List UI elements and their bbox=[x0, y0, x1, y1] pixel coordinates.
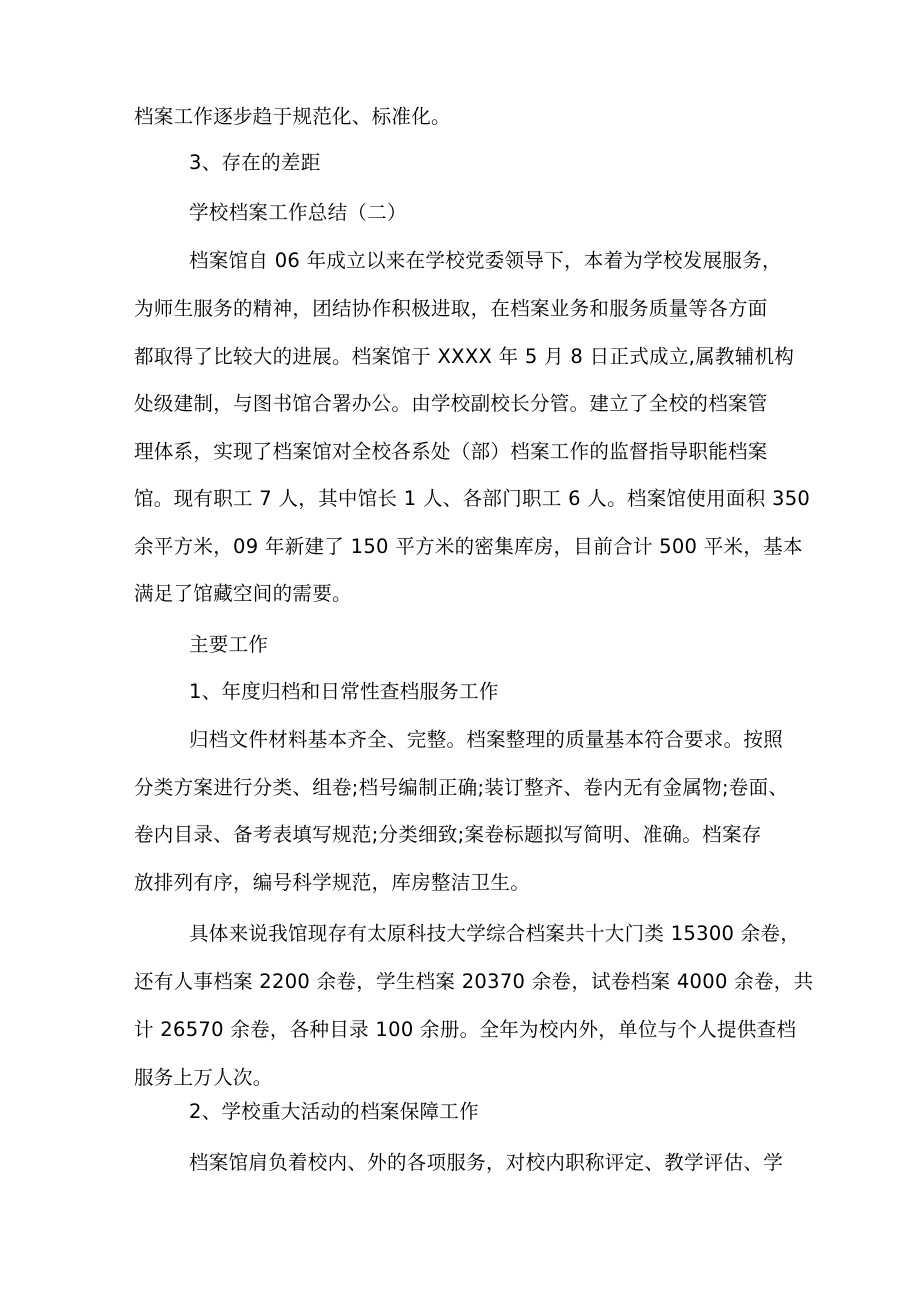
paragraph-line: 归档文件材料基本齐全、完整。档案整理的质量基本符合要求。按照 bbox=[189, 728, 784, 751]
paragraph-line: 处级建制，与图书馆合署办公。由学校副校长分管。建立了全校的档案管 bbox=[134, 392, 768, 415]
paragraph-line: 理体系，实现了档案馆对全校各系处（部）档案工作的监督指导职能档案 bbox=[134, 440, 768, 463]
section-heading: 1、年度归档和日常性查档服务工作 bbox=[189, 680, 499, 703]
paragraph-line: 余平方米，09 年新建了 150 平方米的密集库房，目前合计 500 平米，基本 bbox=[134, 535, 803, 558]
paragraph-line: 档案工作逐步趋于规范化、标准化。 bbox=[134, 105, 451, 128]
paragraph-line: 分类方案进行分类、组卷;档号编制正确;装订整齐、卷内无有金属物;卷面、 bbox=[134, 776, 789, 799]
paragraph-line: 放排列有序，编号科学规范，库房整洁卫生。 bbox=[134, 871, 531, 894]
paragraph-line: 馆。现有职工 7 人，其中馆长 1 人、各部门职工 6 人。档案馆使用面积 350 bbox=[134, 487, 811, 510]
paragraph-line: 具体来说我馆现存有太原科技大学综合档案共十大门类 15300 余卷， bbox=[189, 922, 801, 945]
paragraph-line: 档案馆自 06 年成立以来在学校党委领导下，本着为学校发展服务， bbox=[189, 249, 782, 272]
paragraph-line: 服务上万人次。 bbox=[134, 1066, 273, 1089]
paragraph-line: 档案馆肩负着校内、外的各项服务，对校内职称评定、教学评估、学 bbox=[189, 1151, 784, 1174]
document-title: 学校档案工作总结（二） bbox=[189, 201, 407, 224]
paragraph-line: 为师生服务的精神，团结协作积极进取，在档案业务和服务质量等各方面 bbox=[134, 297, 768, 320]
paragraph-line: 满足了馆藏空间的需要。 bbox=[134, 582, 352, 605]
section-heading: 主要工作 bbox=[189, 633, 269, 656]
section-heading: 3、存在的差距 bbox=[189, 151, 321, 174]
paragraph-line: 还有人事档案 2200 余卷，学生档案 20370 余卷，试卷档案 4000 余卷，共 bbox=[134, 970, 814, 993]
paragraph-line: 都取得了比较大的进展。档案馆于 XXXX 年 5 月 8 日正式成立,属教辅机构 bbox=[134, 345, 795, 368]
paragraph-line: 计 26570 余卷，各种目录 100 余册。全年为校内外，单位与个人提供查档 bbox=[134, 1018, 797, 1041]
paragraph-line: 卷内目录、备考表填写规范;分类细致;案卷标题拟写简明、准确。档案存 bbox=[134, 823, 762, 846]
section-heading: 2、学校重大活动的档案保障工作 bbox=[189, 1100, 479, 1123]
